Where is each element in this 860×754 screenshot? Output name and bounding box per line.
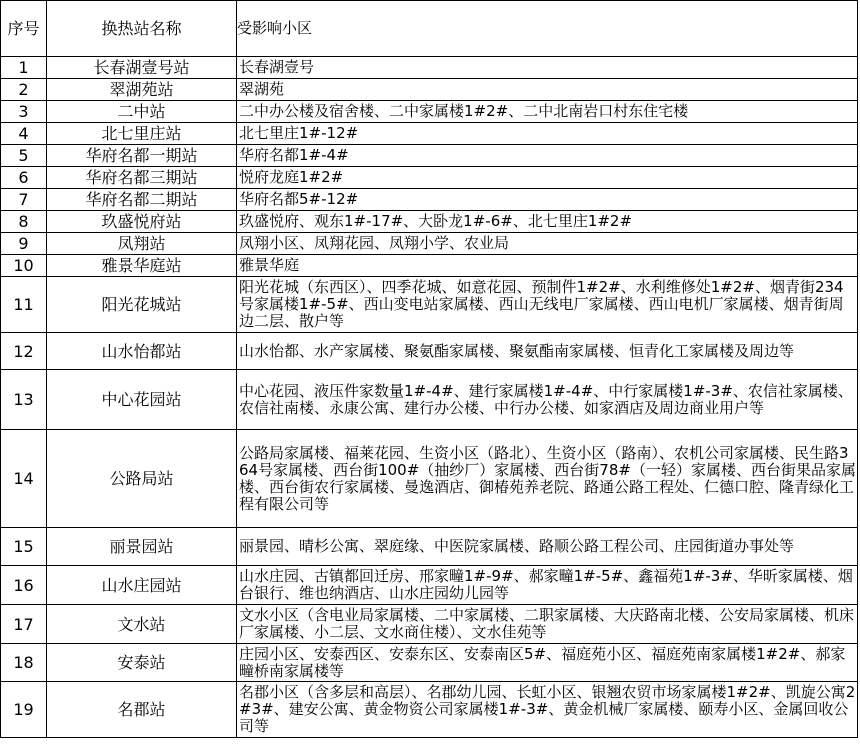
row-station: 雅景华庭站 xyxy=(47,255,237,277)
row-no: 4 xyxy=(1,123,47,145)
row-areas: 二中办公楼及宿舍楼、二中家属楼1#2#、二中北南岩口村东住宅楼 xyxy=(237,101,858,123)
table-row xyxy=(1,682,858,738)
row-areas: 北七里庄1#-12# xyxy=(237,123,858,145)
row-no: 16 xyxy=(1,566,47,605)
row-areas: 雅景华庭 xyxy=(237,255,858,277)
header-areas: 受影响小区 xyxy=(237,1,858,57)
row-station: 名郡站 xyxy=(47,682,237,738)
row-station: 山水庄园站 xyxy=(47,566,237,605)
row-no: 18 xyxy=(1,644,47,682)
row-areas: 名郡小区（含多层和高层）、名郡幼儿园、长虹小区、银翘农贸市场家属楼1#2#、凯旋公寓2#3#、建安公寓、黄金物资公司家属楼1#-3#、黄金机械厂家属楼、颐寿小区、金属回收公司等 xyxy=(237,682,858,738)
table-row xyxy=(1,101,858,123)
header-no: 序号 xyxy=(1,1,47,57)
row-areas: 中心花园、液压件家数量1#-4#、建行家属楼1#-4#、中行家属楼1#-3#、农信社家属楼、农信社南楼、永康公寓、建行办公楼、中行办公楼、如家酒店及周边商业用户等 xyxy=(237,370,858,430)
row-station: 华府名都一期站 xyxy=(47,145,237,167)
header-row xyxy=(1,1,858,57)
row-no: 17 xyxy=(1,605,47,644)
row-station: 中心花园站 xyxy=(47,370,237,430)
row-no: 6 xyxy=(1,167,47,189)
row-no: 11 xyxy=(1,277,47,333)
row-no: 10 xyxy=(1,255,47,277)
row-station: 凤翔站 xyxy=(47,233,237,255)
row-areas: 玖盛悦府、观东1#-17#、大卧龙1#-6#、北七里庄1#2# xyxy=(237,211,858,233)
row-no: 14 xyxy=(1,430,47,528)
header-station: 换热站名称 xyxy=(47,1,237,57)
row-station: 安泰站 xyxy=(47,644,237,682)
row-station: 长春湖壹号站 xyxy=(47,57,237,79)
row-areas: 丽景园、晴杉公寓、翠庭缘、中医院家属楼、路顺公路工程公司、庄园街道办事处等 xyxy=(237,528,858,566)
row-station: 翠湖苑站 xyxy=(47,79,237,101)
row-no: 13 xyxy=(1,370,47,430)
row-no: 19 xyxy=(1,682,47,738)
row-areas: 文水小区（含电业局家属楼、二中家属楼、二职家属楼、大庆路南北楼、公安局家属楼、机床厂家属楼、小二层、文水商住楼）、文水佳苑等 xyxy=(237,605,858,644)
table-row xyxy=(1,255,858,277)
row-station: 山水怡都站 xyxy=(47,333,237,370)
row-areas: 山水庄园、古镇都回迁房、邢家疃1#-9#、郝家疃1#-5#、鑫福苑1#-3#、华昕家属楼、烟台银行、维也纳酒店、山水庄园幼儿园等 xyxy=(237,566,858,605)
row-areas: 长春湖壹号 xyxy=(237,57,858,79)
row-areas: 山水怡都、水产家属楼、聚氨酯家属楼、聚氨酯南家属楼、恒青化工家属楼及周边等 xyxy=(237,333,858,370)
table-row xyxy=(1,333,858,370)
table-row xyxy=(1,605,858,644)
row-areas: 华府名都1#-4# xyxy=(237,145,858,167)
table-row xyxy=(1,277,858,333)
row-no: 12 xyxy=(1,333,47,370)
row-station: 文水站 xyxy=(47,605,237,644)
row-areas: 悦府龙庭1#2# xyxy=(237,167,858,189)
row-no: 1 xyxy=(1,57,47,79)
row-station: 玖盛悦府站 xyxy=(47,211,237,233)
row-station: 阳光花城站 xyxy=(47,277,237,333)
table-row xyxy=(1,189,858,211)
table-row xyxy=(1,167,858,189)
row-areas: 翠湖苑 xyxy=(237,79,858,101)
row-no: 15 xyxy=(1,528,47,566)
row-station: 二中站 xyxy=(47,101,237,123)
table-row xyxy=(1,145,858,167)
row-no: 8 xyxy=(1,211,47,233)
row-station: 公路局站 xyxy=(47,430,237,528)
table-row xyxy=(1,211,858,233)
row-station: 北七里庄站 xyxy=(47,123,237,145)
table-row xyxy=(1,123,858,145)
table-row xyxy=(1,430,858,528)
table-row xyxy=(1,528,858,566)
row-station: 华府名都二期站 xyxy=(47,189,237,211)
row-station: 华府名都三期站 xyxy=(47,167,237,189)
row-areas: 阳光花城（东西区）、四季花城、如意花园、预制件1#2#、水利维修处1#2#、烟青街234号家属楼1#-5#、西山变电站家属楼、西山无线电厂家属楼、西山电机厂家属楼、烟青街周边二层、散户等 xyxy=(237,277,858,333)
row-no: 7 xyxy=(1,189,47,211)
table-row xyxy=(1,566,858,605)
table-row xyxy=(1,57,858,79)
row-areas: 凤翔小区、凤翔花园、凤翔小学、农业局 xyxy=(237,233,858,255)
row-no: 2 xyxy=(1,79,47,101)
row-no: 5 xyxy=(1,145,47,167)
row-areas: 公路局家属楼、福莱花园、生资小区（路北）、生资小区（路南）、农机公司家属楼、民生路364号家属楼、西台街100#（抽纱厂）家属楼、西台街78#（一轻）家属楼、西台街果品家属楼、西台街农行家属楼、曼逸酒店、御椿苑养老院、路通公路工程处、仁德口腔、隆青绿化工程有限公司等 xyxy=(237,430,858,528)
row-areas: 庄园小区、安泰西区、安泰东区、安泰南区5#、福庭苑小区、福庭苑南家属楼1#2#、郝家疃桥南家属楼等 xyxy=(237,644,858,682)
row-station: 丽景园站 xyxy=(47,528,237,566)
row-areas: 华府名都5#-12# xyxy=(237,189,858,211)
row-no: 9 xyxy=(1,233,47,255)
table-row xyxy=(1,233,858,255)
row-no: 3 xyxy=(1,101,47,123)
table-row xyxy=(1,370,858,430)
table-row xyxy=(1,79,858,101)
table-row xyxy=(1,644,858,682)
